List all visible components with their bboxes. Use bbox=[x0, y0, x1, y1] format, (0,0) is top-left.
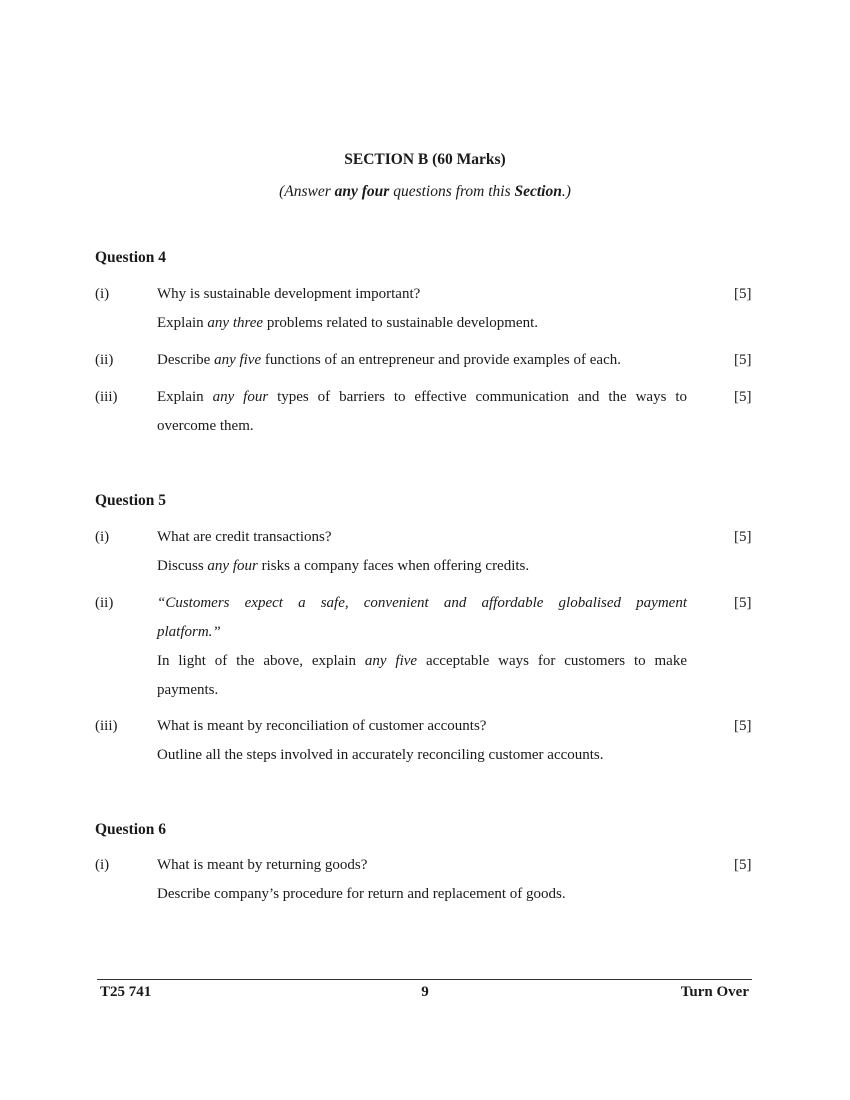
q5-i-number: (i) bbox=[95, 529, 110, 545]
section-instruction: (Answer any four questions from this Section.) bbox=[279, 183, 571, 200]
q4-ii-text: Describe any five functions of an entrepreneur and provide examples of each. bbox=[157, 352, 621, 368]
q4-ii-number: (ii) bbox=[95, 352, 114, 368]
q4-iii-number: (iii) bbox=[95, 389, 118, 405]
footer-divider bbox=[97, 979, 752, 980]
q6-i-number: (i) bbox=[95, 857, 110, 873]
paper-code: T25 741 bbox=[100, 984, 152, 1000]
q4-i-number: (i) bbox=[95, 286, 110, 302]
q4-ii-marks: [5] bbox=[734, 352, 752, 368]
q4-iii-marks: [5] bbox=[734, 389, 752, 405]
q4-i-text: Why is sustainable development important? Explain any three problems related to sustainable development. bbox=[157, 286, 538, 331]
q4-i-marks: [5] bbox=[734, 286, 752, 302]
q5-iii-marks: [5] bbox=[734, 718, 752, 734]
q5-ii-number: (ii) bbox=[95, 595, 114, 611]
q6-i-marks: [5] bbox=[734, 857, 752, 873]
section-title: SECTION B (60 Marks) bbox=[344, 151, 506, 168]
q5-iii-text: What is meant by reconciliation of customer accounts? Outline all the steps involved in accurately reconciling customer accounts. bbox=[157, 718, 604, 763]
q5-i-marks: [5] bbox=[734, 529, 752, 545]
q5-ii-text: “Customers expect a safe, convenient and affordable globalised payment platform.” In light of the above, explain any five acceptable ways for customers to make payments. bbox=[157, 595, 687, 698]
q4-iii-text: Explain any four types of barriers to effective communication and the ways to overcome them. bbox=[157, 389, 687, 434]
turn-over-note: Turn Over bbox=[680, 984, 749, 1000]
q5-i-text: What are credit transactions? Discuss any four risks a company faces when offering credits. bbox=[157, 529, 530, 574]
question-4-heading: Question 4 bbox=[95, 249, 167, 266]
q5-ii-marks: [5] bbox=[734, 595, 752, 611]
question-5-heading: Question 5 bbox=[95, 492, 167, 509]
page-number: 9 bbox=[421, 984, 429, 1000]
q6-i-text: What is meant by returning goods? Describe company’s procedure for return and replacement of goods. bbox=[157, 857, 566, 902]
question-6-heading: Question 6 bbox=[95, 821, 167, 838]
q5-iii-number: (iii) bbox=[95, 718, 118, 734]
